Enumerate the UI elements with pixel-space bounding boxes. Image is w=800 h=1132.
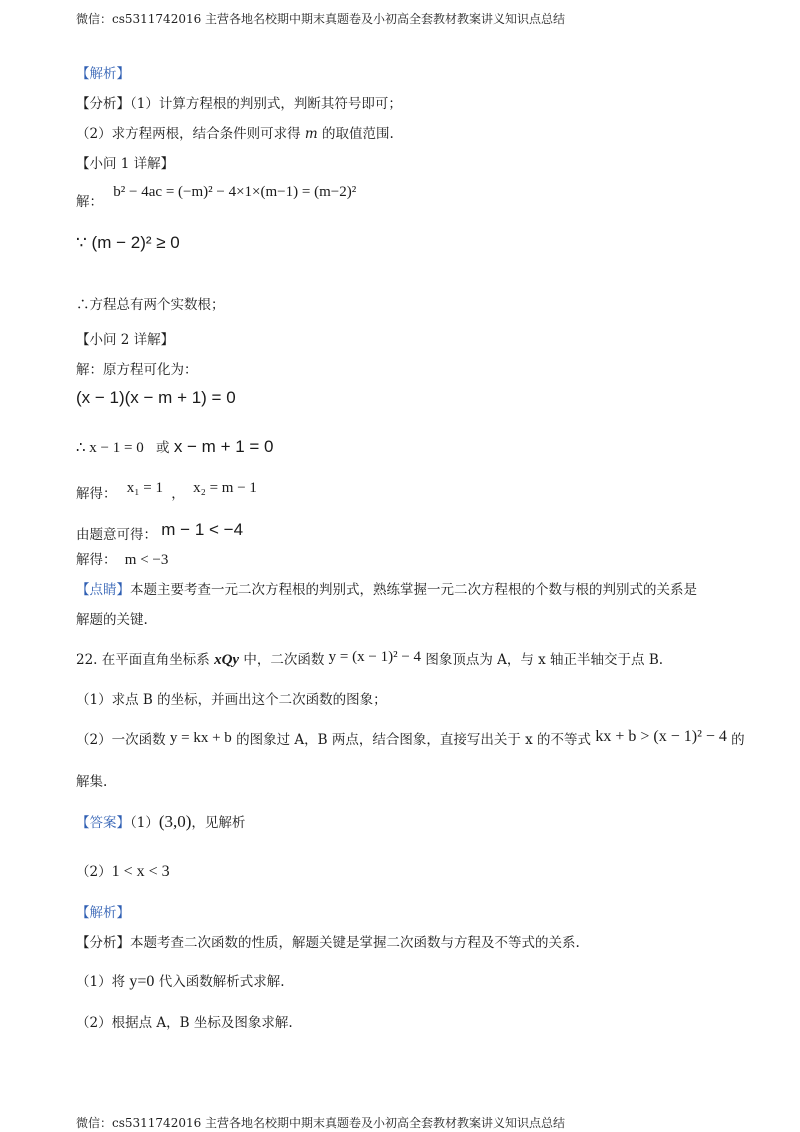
answer-2-line [76, 862, 170, 882]
comma: ， [171, 486, 185, 502]
factored-equation: (x − 1)(x − m + 1) = 0 [76, 388, 236, 407]
therefore-line: ∴方程总有两个实数根； [76, 297, 225, 313]
inequality: kx + b > (x − 1)² − 4 [595, 728, 727, 745]
equation-left: ∴ x − 1 = 0 [76, 440, 144, 456]
y-equals-zero: y=0 [129, 973, 155, 990]
remark-line [76, 580, 697, 600]
stem-text: 图象顶点为 A，与 x 轴正半轴交于点 B. [421, 652, 664, 668]
variable-m: m [304, 126, 318, 142]
analysis-text-2 [76, 124, 394, 144]
solve-label: 解得： [76, 486, 117, 502]
inequality-2: m < −3 [124, 552, 169, 568]
equation-right: x − m + 1 = 0 [173, 437, 274, 456]
answer-line [76, 812, 245, 833]
or-word: 或 [156, 440, 170, 456]
remark-text-visible: 本题主要考查一元二次方程根的判别式，熟练掌握一元二次方程根的个数与根的判别式的关系是 [130, 582, 697, 598]
page-footer: 微信：cs5311742016 主营各地名校期中期末真题卷及小初高全套教材教案讲义知识点总结 [76, 1116, 566, 1130]
condition-line [76, 520, 243, 541]
root-x1: x₁ = 1 [126, 480, 163, 496]
text: 的 [726, 732, 745, 748]
text: （2）求方程两根，结合条件则可求得 [76, 126, 305, 142]
result-label: 解得： [76, 552, 117, 568]
root-x2: x₂ = m − 1 [193, 480, 257, 496]
text: （2）一次函数 [76, 732, 170, 748]
remark-label: 【点睛】 [76, 582, 130, 598]
analysis-text-22: 【分析】本题考查二次函数的性质，解题关键是掌握二次函数与方程及不等式的关系. [76, 935, 580, 951]
condition-label: 由题意可得： [76, 527, 157, 543]
point-b-coordinate: (3,0) [158, 812, 192, 831]
solution-set: 1 < x < 3 [111, 863, 170, 880]
text: 的图象过 A，B 两点，结合图象，直接写出关于 x 的不等式 [231, 732, 596, 748]
question-22-part-2 [76, 730, 745, 750]
inequality-1: m − 1 < −4 [161, 520, 244, 539]
subquestion-1-heading: 【小问 1 详解】 [76, 156, 175, 172]
linear-function: y = kx + b [169, 730, 232, 746]
answer-1-suffix: ，见解析 [191, 815, 246, 831]
analysis-text: 【分析】（1）计算方程根的判别式，判断其符号即可； [76, 96, 402, 112]
analysis-heading: 【解析】 [76, 66, 130, 82]
text: （1）将 [76, 974, 130, 990]
stem-text: 中，二次函数 [239, 652, 329, 668]
roots-line [76, 478, 257, 502]
page-header: 微信：cs5311742016 主营各地名校期中期末真题卷及小初高全套教材教案讲义知识点总结 [76, 12, 566, 26]
quadratic-function: y = (x − 1)² − 4 [328, 649, 422, 665]
stem-text: 22. 在平面直角坐标系 [76, 652, 215, 668]
question-22-stem [76, 650, 663, 670]
analysis-heading-22: 【解析】 [76, 905, 130, 921]
question-22-part-1: （1）求点 B 的坐标，并画出这个二次函数的图象； [76, 692, 387, 708]
answer-label: 【答案】 [76, 815, 130, 831]
or-line [76, 437, 274, 458]
solution-line [76, 184, 357, 212]
discriminant-formula: b² − 4ac = (−m)² − 4×1×(m−1) = (m−2)² [113, 184, 357, 200]
analysis-step-2: （2）根据点 A，B 坐标及图象求解. [76, 1015, 293, 1031]
solution-line-2: 解：原方程可化为： [76, 362, 198, 378]
analysis-step-1 [76, 972, 285, 992]
text: 代入函数解析式求解. [154, 974, 285, 990]
because-line: ∵ (m − 2)² ≥ 0 [76, 233, 180, 252]
answer-2-prefix: （2） [76, 864, 112, 880]
result-line [76, 550, 168, 570]
solution-label: 解： [76, 194, 103, 210]
coordinate-system: xQy [214, 652, 240, 668]
question-22-part-2-cont: 解集. [76, 774, 108, 790]
text: 的取值范围. [317, 126, 394, 142]
answer-1-prefix: （1） [130, 815, 159, 831]
remark-line-2: 解题的关键. [76, 612, 148, 628]
subquestion-2-heading: 【小问 2 详解】 [76, 332, 175, 348]
